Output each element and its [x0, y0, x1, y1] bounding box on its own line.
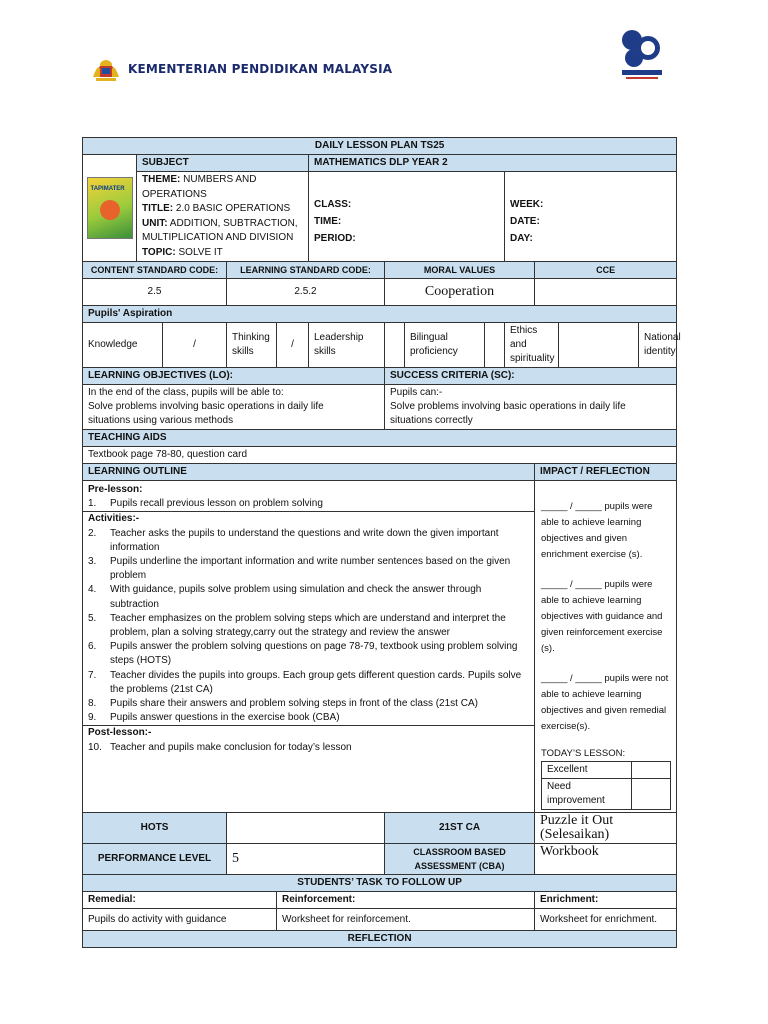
- follow-up-label: STUDENTS’ TASK TO FOLLOW UP: [83, 875, 677, 892]
- pre-lesson-steps: [88, 497, 529, 511]
- enrichment-label: Enrichment:: [535, 892, 677, 909]
- learning-outline-label: LEARNING OUTLINE: [83, 464, 535, 481]
- aspiration-knowledge-mark: /: [163, 323, 227, 368]
- todays-lesson-label: TODAY’S LESSON:: [541, 748, 626, 759]
- enrichment-value: Worksheet for enrichment.: [535, 909, 677, 931]
- cba-value: Workbook: [535, 844, 677, 875]
- topic-value: SOLVE IT: [178, 246, 223, 258]
- impact-reflection-label: IMPACT / REFLECTION: [535, 464, 677, 481]
- step-item: 3. Pupils underline the important information and write number sentences based on the given problem: [88, 556, 511, 582]
- performance-level-label: PERFORMANCE LEVEL: [83, 844, 227, 875]
- excellent-box: [632, 762, 671, 779]
- success-criteria-text: Pupils can:- Solve problems involving basic operations in daily life situations correctly: [385, 385, 677, 430]
- content-standard-value: 2.5: [83, 279, 227, 306]
- step-item: 9. Pupils answer questions in the exercise book (CBA): [88, 712, 340, 724]
- subject-label: SUBJECT: [137, 155, 309, 172]
- ministry-name: KEMENTERIAN PENDIDIKAN MALAYSIA: [128, 62, 393, 76]
- aspiration-leadership-mark: [385, 323, 405, 368]
- need-improvement-label: Need improvement: [542, 779, 632, 810]
- aspiration-thinking-mark: /: [277, 323, 309, 368]
- period-label: PERIOD:: [314, 232, 356, 244]
- teaching-aids-label: TEACHING AIDS: [83, 430, 677, 447]
- title-value: 2.0 BASIC OPERATIONS: [175, 203, 291, 214]
- need-improvement-box: [632, 779, 671, 810]
- impact-reflection: [535, 481, 677, 813]
- week-date-day: [505, 172, 677, 262]
- teaching-aids-value: Textbook page 78-80, question card: [83, 447, 677, 464]
- reflection-label: REFLECTION: [83, 931, 677, 948]
- aspiration-ethics: Ethics and spirituality: [505, 323, 559, 368]
- lesson-plan-table: [82, 137, 681, 948]
- reflection-reinforcement: _____ / _____ pupils were able to achieve learning objectives with guidance and given reinforcement exercise (s).: [541, 579, 663, 654]
- todays-lesson-table: [541, 761, 671, 810]
- ts25-logo-icon: [618, 26, 666, 82]
- reflection-remedial: _____ / _____ pupils were not able to achieve learning objectives and given remedial exercise(s).: [541, 673, 669, 732]
- class-time-period: [309, 172, 505, 262]
- post-lesson-label: Post-lesson:-: [83, 725, 534, 740]
- cce-label: CCE: [535, 262, 677, 279]
- reinforcement-label: Reinforcement:: [277, 892, 535, 909]
- step-item: 5. Teacher emphasizes on the problem solving steps which are understand and interpret the problem, plan a solving strategy,carry out the strategy and review the answer: [88, 612, 506, 639]
- unit-value-2: MULTIPLICATION AND DIVISION: [142, 232, 294, 243]
- learning-standard-label: LEARNING STANDARD CODE:: [227, 262, 385, 279]
- page-header: [0, 0, 768, 100]
- aspiration-label: Pupils' Aspiration: [83, 306, 677, 323]
- performance-level-value: 5: [227, 844, 385, 875]
- learning-standard-value: 2.5.2: [227, 279, 385, 306]
- learning-objectives-text: In the end of the class, pupils will be able to: Solve problems involving basic operations in daily life situations using various methods: [83, 385, 385, 430]
- step-item: 1. Pupils recall previous lesson on problem solving: [88, 498, 323, 510]
- textbook-cover-icon: TAPIMATER: [87, 177, 133, 239]
- week-label: WEEK:: [510, 198, 544, 210]
- malaysia-crest-icon: [90, 55, 122, 83]
- aspiration-knowledge: Knowledge: [83, 323, 163, 368]
- textbook-cover: [83, 155, 137, 262]
- unit-value: ADDITION, SUBTRACTION,: [169, 217, 298, 229]
- aspiration-leadership: Leadership skills: [309, 323, 385, 368]
- hots-value: [227, 813, 385, 844]
- theme-value: NUMBERS AND OPERATIONS: [142, 174, 257, 200]
- 21st-ca-label: 21ST CA: [385, 813, 535, 844]
- activities-label: Activities:-: [83, 511, 534, 526]
- learning-objectives-label: LEARNING OBJECTIVES (LO):: [83, 368, 385, 385]
- step-item: 2. Teacher asks the pupils to understand the questions and write down the given important information: [88, 527, 499, 553]
- time-label: TIME:: [314, 215, 342, 227]
- aspiration-thinking: Thinking skills: [227, 323, 277, 368]
- moral-values-label: MORAL VALUES: [385, 262, 535, 279]
- step-item: 4. With guidance, pupils solve problem using simulation and check the answer through subtraction: [88, 584, 482, 610]
- success-criteria-label: SUCCESS CRITERIA (SC):: [385, 368, 677, 385]
- step-item: 10. Teacher and pupils make conclusion for today’s lesson: [88, 741, 352, 753]
- 21st-ca-value: Puzzle it Out (Selesaikan): [535, 813, 677, 844]
- reinforcement-value: Worksheet for reinforcement.: [277, 909, 535, 931]
- cba-label: CLASSROOM BASED ASSESSMENT (CBA): [385, 844, 535, 875]
- aspiration-bilingual-mark: [485, 323, 505, 368]
- aspiration-bilingual: Bilingual proficiency: [405, 323, 485, 368]
- lesson-info: THEME: NUMBERS AND OPERATIONS TITLE: 2.0 BASIC OPERATIONS UNIT: ADDITION, SUBTRACTION, MULTIPLICATION AND DIVISION TOPIC: SOLVE IT: [137, 172, 309, 262]
- class-label: CLASS:: [314, 198, 352, 210]
- reflection-enrichment: _____ / _____ pupils were able to achieve learning objectives and given enrichment exercise (s).: [541, 501, 653, 560]
- date-label: DATE:: [510, 215, 540, 227]
- pre-lesson-label: Pre-lesson:: [88, 484, 143, 495]
- plan-title: DAILY LESSON PLAN TS25: [83, 138, 677, 155]
- cce-value: [535, 279, 677, 306]
- activity-steps: [88, 527, 529, 726]
- aspiration-national: National identity: [639, 323, 677, 368]
- learning-outline: [83, 481, 535, 813]
- remedial-value: Pupils do activity with guidance: [83, 909, 277, 931]
- subject-value: MATHEMATICS DLP YEAR 2: [309, 155, 677, 172]
- post-lesson-steps: [88, 741, 529, 755]
- step-item: 7. Teacher divides the pupils into groups. Each group gets different question cards. Pupils solve the problems (21st CA): [88, 669, 522, 695]
- content-standard-label: CONTENT STANDARD CODE:: [83, 262, 227, 279]
- moral-values-value: Cooperation: [385, 279, 535, 306]
- hots-label: HOTS: [83, 813, 227, 844]
- step-item: 8. Pupils share their answers and problem solving steps in front of the class (21st CA): [88, 698, 478, 710]
- step-item: 6. Pupils answer the problem solving questions on page 78-79, textbook using problem solving steps (HOTS): [88, 641, 518, 667]
- aspiration-ethics-mark: [559, 323, 639, 368]
- remedial-label: Remedial:: [83, 892, 277, 909]
- day-label: DAY:: [510, 232, 533, 244]
- excellent-label: Excellent: [542, 762, 632, 779]
